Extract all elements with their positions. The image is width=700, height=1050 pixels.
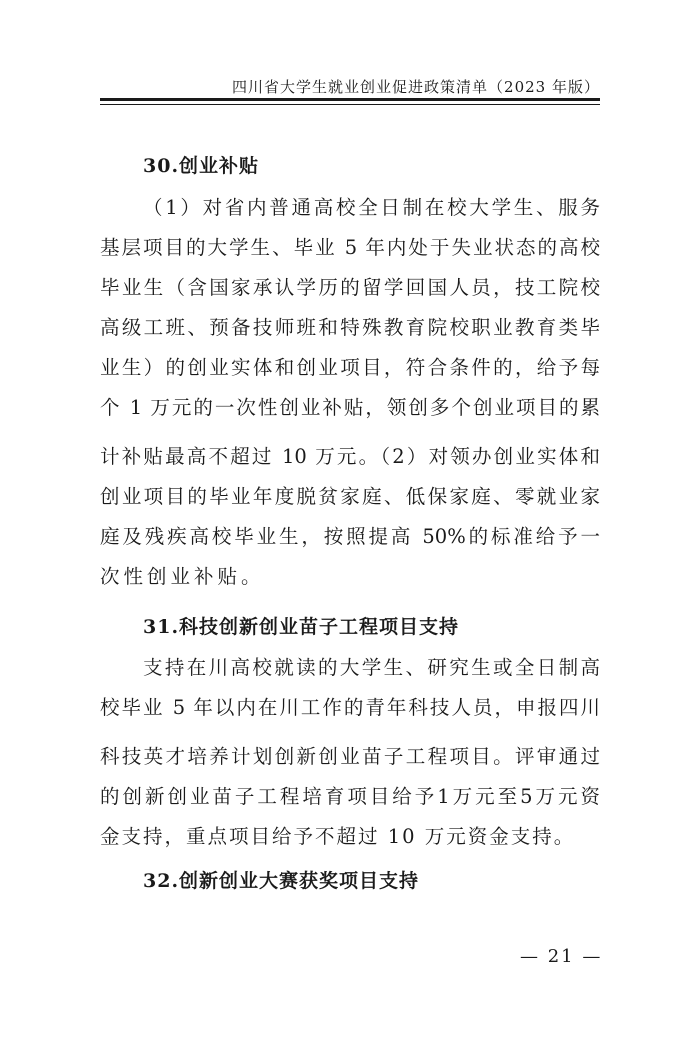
body-line: 支持在川高校就读的大学生、研究生或全日制高 <box>143 656 600 679</box>
body-line: 基层项目的大学生、毕业 5 年内处于失业状态的高校 <box>100 236 600 259</box>
body-line: 个 1 万元的一次性创业补贴，领创多个创业项目的累 <box>100 396 600 419</box>
body-line: 计补贴最高不超过 10 万元。（2）对领办创业实体和 <box>100 445 600 468</box>
body-line: 高级工班、预备技师班和特殊教育院校职业教育类毕 <box>100 316 600 339</box>
body-line: 庭及残疾高校毕业生，按照提高 50%的标准给予一 <box>100 525 600 548</box>
body-line: 创业项目的毕业年度脱贫家庭、低保家庭、零就业家 <box>100 485 600 508</box>
document-title: 四川省大学生就业创业促进政策清单（2023 年版） <box>232 78 600 96</box>
body-line: （1）对省内普通高校全日制在校大学生、服务 <box>143 196 600 219</box>
body-line: 金支持，重点项目给予不超过 10 万元资金支持。 <box>100 825 576 848</box>
section-heading: 32.创新创业大赛获奖项目支持 <box>143 870 420 892</box>
header-rule-thick <box>100 98 600 101</box>
body-line: 次性创业补贴。 <box>100 565 265 588</box>
body-line: 业生）的创业实体和创业项目，符合条件的，给予每 <box>100 356 600 379</box>
section-heading: 30.创业补贴 <box>143 155 260 177</box>
body-line: 科技英才培养计划创新创业苗子工程项目。评审通过 <box>100 745 600 768</box>
body-line: 毕业生（含国家承认学历的留学回国人员，技工院校 <box>100 276 600 299</box>
header-rule-thin <box>100 104 600 105</box>
section-heading: 31.科技创新创业苗子工程项目支持 <box>143 616 460 638</box>
body-line: 的创新创业苗子工程培育项目给予1万元至5万元资 <box>100 785 600 808</box>
body-line: 校毕业 5 年以内在川工作的青年科技人员，申报四川 <box>100 696 600 719</box>
page-number: — 21 — <box>520 946 603 967</box>
